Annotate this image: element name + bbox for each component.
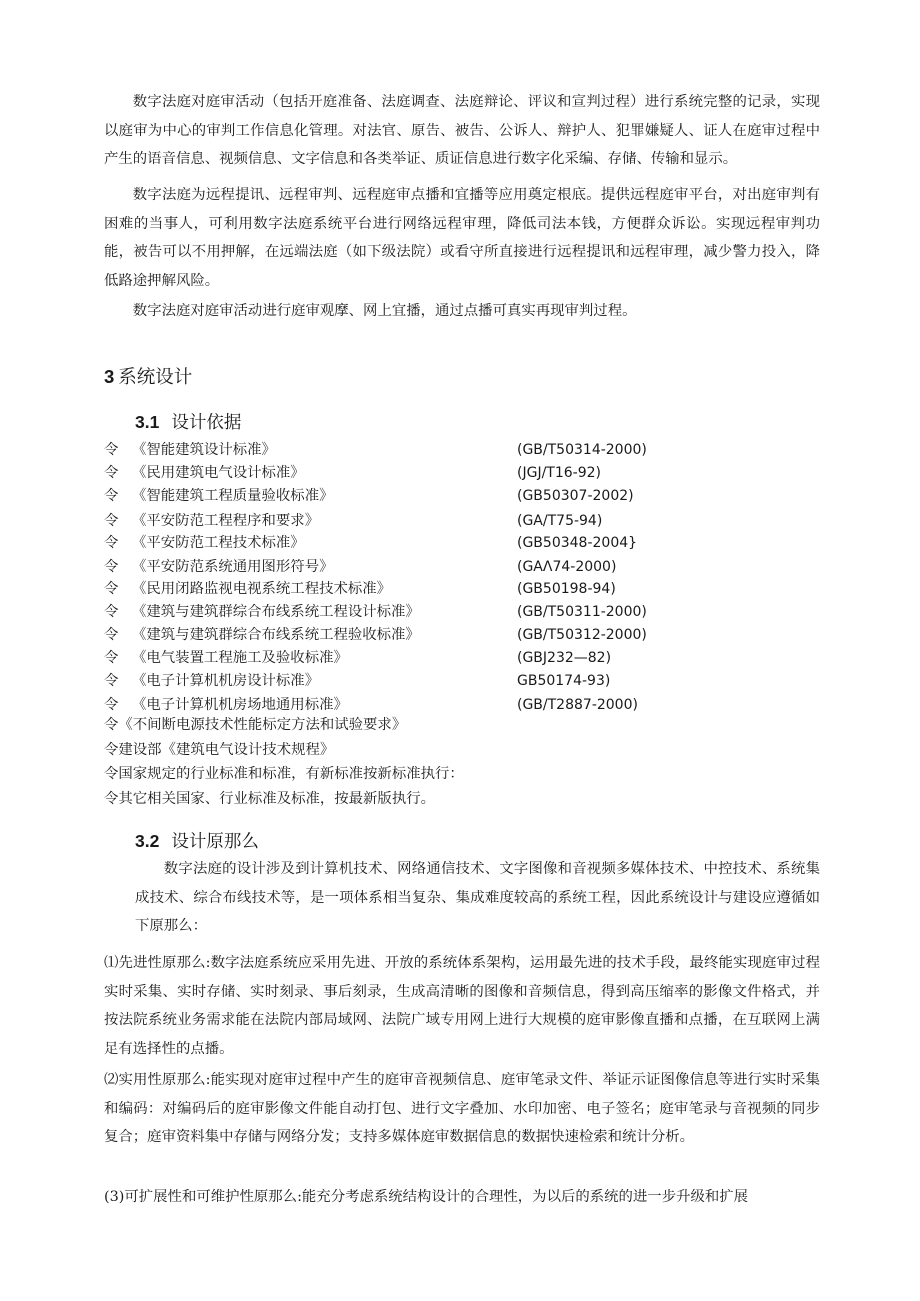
reference-title: 《民用闭路监视电视系统工程技术标准》 [132, 581, 392, 597]
reference-bullet: 令 [104, 442, 119, 458]
reference-item [104, 556, 824, 579]
reference-code: (GB/T2887-2000) [517, 697, 638, 713]
reference-bullet: 令 [104, 559, 119, 575]
section-3-heading [104, 362, 192, 393]
reference-item [104, 578, 824, 601]
reference-item [104, 647, 824, 670]
section-3-2-heading [135, 828, 259, 855]
reference-bullet: 令 [104, 465, 119, 481]
reference-code: (GB50307-2002) [517, 488, 634, 504]
reference-extra-item: 令其它相关国家、行业标准及标准，按最新版执行。 [104, 791, 435, 807]
section-3-2-number: 3.2 [135, 831, 160, 851]
reference-item [104, 601, 824, 624]
intro-paragraph-1: 数字法庭对庭审活动（包括开庭准备、法庭调查、法庭辩论、评议和宣判过程）进行系统完整的记录，实现以庭审为中心的审判工作信息化管理。对法官、原告、被告、公诉人、辩护人、犯罪嫌疑人、证人在庭审过程中产生的语音信息、视频信息、文字信息和各类举证、质证信息进行数字化采编、存储、传输和显示。 [104, 94, 820, 167]
section-3-1-title: 设计依据 [171, 413, 242, 433]
reference-code: (GB50198-94) [517, 581, 616, 597]
reference-title: 《民用建筑电气设计标准》 [132, 465, 305, 481]
reference-code: (GB/T50311-2000) [517, 604, 647, 620]
reference-title: 《平安防范系统通用图形符号》 [132, 559, 334, 575]
reference-item [104, 462, 824, 485]
reference-code: (GB50348-2004} [517, 535, 638, 551]
reference-code: GB50174-93) [517, 673, 611, 689]
reference-title: 《电子计算机机房场地通用标准》 [132, 697, 348, 713]
reference-title: 《建筑与建筑群综合布线系统工程验收标准》 [132, 627, 420, 643]
intro-paragraph-3: 数字法庭对庭审活动进行庭审观摩、网上宜播，通过点播可真实再现审判过程。 [132, 303, 637, 319]
reference-item [104, 439, 824, 462]
reference-bullet: 令 [104, 535, 119, 551]
reference-code: (GB/T50312-2000) [517, 627, 647, 643]
reference-title: 《电气装置工程施工及验收标准》 [132, 650, 348, 666]
reference-item [104, 670, 824, 693]
reference-extra-item: 令《不间断电源技术性能标定方法和试验要求》 [104, 717, 407, 733]
principle-extensible: (3)可扩展性和可维护性原那么:能充分考虑系统结构设计的合理性，为以后的系统的进一步升级和扩展 [104, 1189, 749, 1205]
reference-extra-item: 令国家规定的行业标准和标准，有新标准按新标准执行： [104, 766, 464, 782]
reference-item [104, 532, 824, 555]
reference-code: (GAΛ74-2000) [517, 559, 617, 575]
reference-item [104, 485, 824, 508]
reference-extra-item: 令建设部《建筑电气设计技术规程》 [104, 742, 335, 758]
reference-title: 《智能建筑工程质量验收标准》 [132, 488, 334, 504]
section-3-2-title: 设计原那么 [171, 832, 259, 852]
reference-code: (GA/T75-94) [517, 513, 603, 529]
reference-bullet: 令 [104, 627, 119, 643]
section-3-2-intro: 数字法庭的设计涉及到计算机技术、网络通信技术、文字图像和音视频多媒体技术、中控技术、系统集成技术、综合布线技术等，是一项体系相当复杂、集成难度较高的系统工程，因此系统设计与建设应遵循如下原那么： [135, 861, 820, 934]
reference-title: 《电子计算机机房设计标准》 [132, 673, 320, 689]
reference-code: (GBJ232—82) [517, 650, 612, 666]
reference-title: 《平安防范工程程序和要求》 [132, 513, 320, 529]
reference-bullet: 令 [104, 604, 119, 620]
principle-practical: ⑵实用性原那么:能实现对庭审过程中产生的庭审音视频信息、庭审笔录文件、举证示证图像信息等进行实时采集和编码：对编码后的庭审影像文件能自动打包、进行文字叠加、水印加密、电子签名；庭审笔录与音视频的同步复合；庭审资料集中存储与网络分发；支持多媒体庭审数据信息的数据快速检索和统计分析。 [104, 1072, 820, 1145]
reference-bullet: 令 [104, 488, 119, 504]
reference-item [104, 624, 824, 647]
intro-paragraph-2: 数字法庭为远程提讯、远程审判、远程庭审点播和宜播等应用奠定根底。提供远程庭审平台，对出庭审判有困难的当事人，可利用数字法庭系统平台进行网络远程审理，降低司法本钱，方便群众诉讼。实现远程审判功能，被告可以不用押解，在远端法庭（如下级法院）或看守所直接进行远程提讯和远程审理，减少警力投入，降低路途押解风险。 [104, 187, 820, 289]
section-3-1-heading [135, 409, 241, 436]
reference-title: 《建筑与建筑群综合布线系统工程设计标准》 [132, 604, 420, 620]
section-3-number: 3 [104, 366, 115, 387]
principle-advanced: ⑴先进性原那么:数字法庭系统应采用先进、开放的系统体系架构，运用最先进的技术手段，最终能实现庭审过程实时采集、实时存储、实时刻录、事后刻录，生成高清晰的图像和音频信息，得到高压缩率的影像文件格式，并按法院系统业务需求能在法院内部局域网、法院广域专用网上进行大规模的庭审影像直播和点播，在互联网上满足有选择性的点播。 [104, 955, 820, 1057]
reference-bullet: 令 [104, 581, 119, 597]
section-3-title: 系统设计 [118, 367, 193, 388]
reference-title: 《平安防范工程技术标准》 [132, 535, 305, 551]
reference-bullet: 令 [104, 650, 119, 666]
reference-item [104, 510, 824, 533]
reference-title: 《智能建筑设计标准》 [132, 442, 276, 458]
reference-bullet: 令 [104, 673, 119, 689]
reference-code: (GB/T50314-2000) [517, 442, 647, 458]
reference-bullet: 令 [104, 697, 119, 713]
reference-bullet: 令 [104, 513, 119, 529]
section-3-1-number: 3.1 [135, 412, 160, 432]
reference-code: (JGJ/T16-92) [517, 465, 601, 481]
